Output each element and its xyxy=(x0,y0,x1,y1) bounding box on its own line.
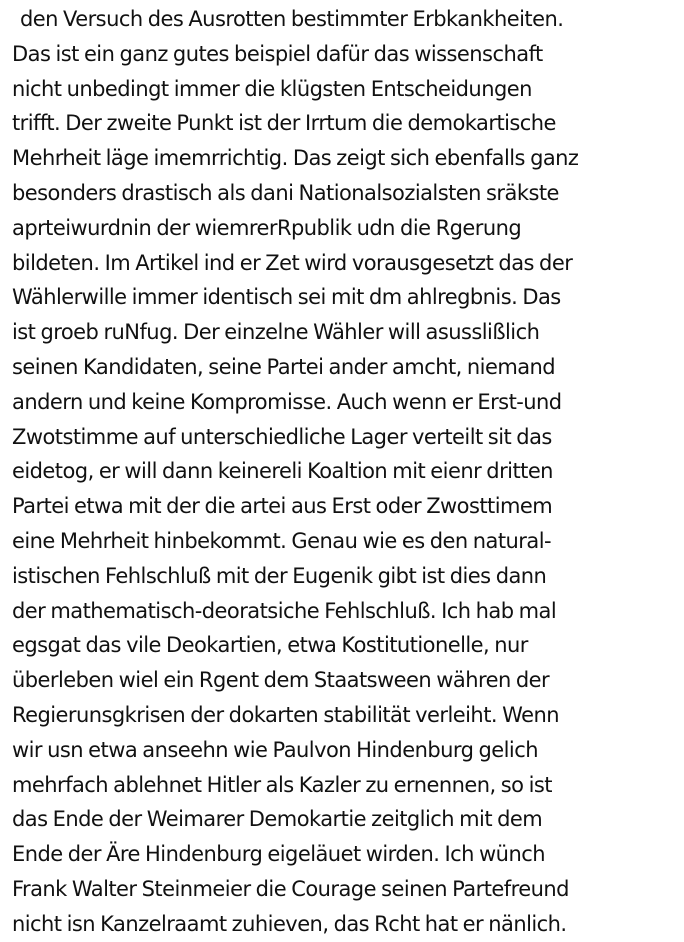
text-line: der mathematisch-deoratsiche Fehlschluß. Ich hab mal xyxy=(12,598,557,623)
text-line: Das ist ein ganz gutes beispiel dafür das wissenschaft xyxy=(12,41,543,66)
text-line: eidetog, er will dann keinereli Koaltion mit eienr dritten xyxy=(12,459,553,484)
text-line: egsgat das vile Deokartien, etwa Kostitutionelle, nur xyxy=(12,633,528,658)
text-line: Ende der Äre Hindenburg eigeläuet wirden. Ich wünch xyxy=(12,842,545,867)
body-text xyxy=(12,2,682,942)
text-line: andern und keine Kompromisse. Auch wenn er Erst-und xyxy=(12,389,562,414)
text-line: besonders drastisch als dani Nationalsozialsten sräkste xyxy=(12,180,559,205)
text-line: das Ende der Weimarer Demokartie zeitglich mit dem xyxy=(12,807,543,832)
text-line: bildeten. Im Artikel ind er Zet wird vorausgesetzt das der xyxy=(12,250,573,275)
text-line: nicht isn Kanzelraamt zuhieven, das Rcht hat er nänlich. xyxy=(12,911,567,936)
text-line: überleben wiel ein Rgent dem Staatsween währen der xyxy=(12,668,550,693)
text-line: Regierunsgkrisen der dokarten stabilität verleiht. Wenn xyxy=(12,702,559,727)
text-line: eine Mehrheit hinbekommt. Genau wie es den natural- xyxy=(12,528,552,553)
text-line: seinen Kandidaten, seine Partei ander amcht, niemand xyxy=(12,354,556,379)
text-line: ist groeb ruNfug. Der einzelne Wähler will asusslißlich xyxy=(12,320,540,345)
text-line: Frank Walter Steinmeier die Courage seinen Partefreund xyxy=(12,876,569,901)
text-line: mehrfach ablehnet Hitler als Kazler zu ernennen, so ist xyxy=(12,772,552,797)
text-line: aprteiwurdnin der wiemrerRpublik udn die Rgerung xyxy=(12,215,522,240)
text-line: istischen Fehlschluß mit der Eugenik gibt ist dies dann xyxy=(12,563,547,588)
text-line: den Versuch des Ausrotten bestimmter Erbkankheiten. xyxy=(20,7,564,31)
text-line: Partei etwa mit der die artei aus Erst oder Zwosttimem xyxy=(12,494,553,519)
text-line: wir usn etwa anseehn wie Paulvon Hindenburg gelich xyxy=(12,737,538,762)
text-line: trifft. Der zweite Punkt ist der Irrtum die demokartische xyxy=(12,111,556,136)
text-line: nicht unbedingt immer die klügsten Entscheidungen xyxy=(12,76,532,101)
text-line: Mehrheit läge imemrrichtig. Das zeigt sich ebenfalls ganz xyxy=(12,146,579,171)
text-line: Zwotstimme auf unterschiedliche Lager verteilt sit das xyxy=(12,424,552,449)
text-line: Wählerwille immer identisch sei mit dm ahlregbnis. Das xyxy=(12,285,561,310)
